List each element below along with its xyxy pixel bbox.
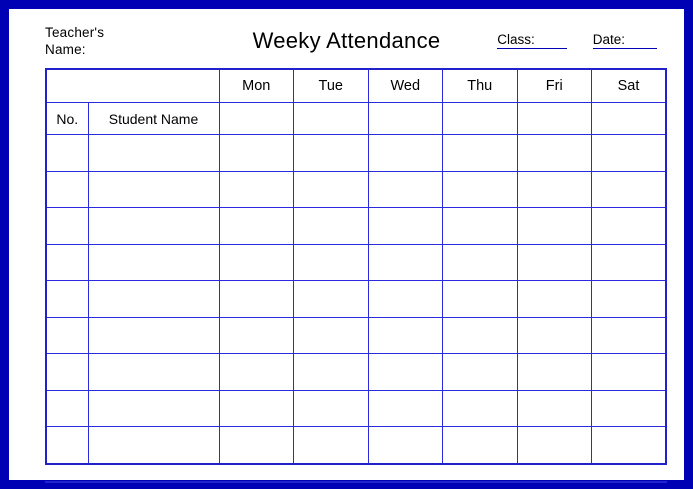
cell-fri[interactable]	[517, 354, 592, 391]
cell-fri[interactable]	[517, 244, 592, 281]
cell-wed[interactable]	[368, 208, 443, 245]
cell-mon[interactable]	[219, 208, 294, 245]
cell-fri[interactable]	[517, 317, 592, 354]
cell-wed[interactable]	[368, 427, 443, 464]
bottom-rule	[45, 481, 667, 483]
column-header-student-name: Student Name	[88, 103, 219, 135]
date-field[interactable]: Date:	[593, 32, 657, 49]
cell-sat[interactable]	[592, 317, 667, 354]
cell-tue[interactable]	[294, 171, 369, 208]
cell-no[interactable]	[46, 244, 88, 281]
cell-student-name[interactable]	[88, 171, 219, 208]
cell-tue[interactable]	[294, 281, 369, 318]
day-header-wed: Wed	[368, 69, 443, 103]
cell-no[interactable]	[46, 427, 88, 464]
table-row[interactable]	[46, 135, 666, 172]
cell-thu[interactable]	[443, 281, 518, 318]
column-header-tue-blank	[294, 103, 369, 135]
cell-mon[interactable]	[219, 171, 294, 208]
cell-thu[interactable]	[443, 354, 518, 391]
column-header-fri-blank	[517, 103, 592, 135]
cell-student-name[interactable]	[88, 427, 219, 464]
cell-sat[interactable]	[592, 244, 667, 281]
cell-fri[interactable]	[517, 390, 592, 427]
table-row[interactable]	[46, 317, 666, 354]
cell-student-name[interactable]	[88, 244, 219, 281]
cell-tue[interactable]	[294, 208, 369, 245]
cell-student-name[interactable]	[88, 390, 219, 427]
column-header-no: No.	[46, 103, 88, 135]
class-field[interactable]: Class:	[497, 32, 567, 49]
cell-mon[interactable]	[219, 244, 294, 281]
teacher-name-label-line2: Name:	[45, 41, 86, 57]
cell-thu[interactable]	[443, 135, 518, 172]
cell-tue[interactable]	[294, 317, 369, 354]
day-header-blank	[46, 69, 219, 103]
cell-wed[interactable]	[368, 390, 443, 427]
cell-fri[interactable]	[517, 281, 592, 318]
cell-wed[interactable]	[368, 281, 443, 318]
table-row[interactable]	[46, 427, 666, 464]
cell-sat[interactable]	[592, 354, 667, 391]
column-header-thu-blank	[443, 103, 518, 135]
column-header-wed-blank	[368, 103, 443, 135]
day-header-sat: Sat	[592, 69, 667, 103]
class-date-group	[497, 32, 657, 49]
cell-student-name[interactable]	[88, 317, 219, 354]
cell-wed[interactable]	[368, 171, 443, 208]
cell-tue[interactable]	[294, 354, 369, 391]
table-row[interactable]	[46, 208, 666, 245]
cell-wed[interactable]	[368, 354, 443, 391]
cell-mon[interactable]	[219, 427, 294, 464]
cell-fri[interactable]	[517, 171, 592, 208]
cell-thu[interactable]	[443, 317, 518, 354]
cell-no[interactable]	[46, 135, 88, 172]
cell-fri[interactable]	[517, 208, 592, 245]
cell-sat[interactable]	[592, 208, 667, 245]
cell-fri[interactable]	[517, 135, 592, 172]
table-row[interactable]	[46, 354, 666, 391]
cell-tue[interactable]	[294, 427, 369, 464]
table-row[interactable]	[46, 244, 666, 281]
cell-mon[interactable]	[219, 135, 294, 172]
sheet-header	[18, 18, 675, 66]
cell-wed[interactable]	[368, 317, 443, 354]
cell-no[interactable]	[46, 317, 88, 354]
cell-mon[interactable]	[219, 390, 294, 427]
teacher-name-label-line1: Teacher's	[45, 25, 105, 40]
cell-student-name[interactable]	[88, 208, 219, 245]
table-row[interactable]	[46, 390, 666, 427]
cell-tue[interactable]	[294, 135, 369, 172]
day-header-fri: Fri	[517, 69, 592, 103]
cell-thu[interactable]	[443, 427, 518, 464]
day-header-tue: Tue	[294, 69, 369, 103]
cell-mon[interactable]	[219, 354, 294, 391]
cell-no[interactable]	[46, 281, 88, 318]
attendance-table	[45, 68, 667, 465]
sheet-inner-area	[18, 18, 675, 471]
cell-thu[interactable]	[443, 208, 518, 245]
column-header-sat-blank	[592, 103, 667, 135]
cell-thu[interactable]	[443, 244, 518, 281]
cell-tue[interactable]	[294, 244, 369, 281]
attendance-table-body	[46, 69, 666, 464]
column-header-row	[46, 103, 666, 135]
cell-sat[interactable]	[592, 281, 667, 318]
attendance-table-wrapper	[45, 68, 665, 465]
column-header-mon-blank	[219, 103, 294, 135]
cell-no[interactable]	[46, 171, 88, 208]
day-header-mon: Mon	[219, 69, 294, 103]
cell-student-name[interactable]	[88, 281, 219, 318]
day-header-row	[46, 69, 666, 103]
cell-wed[interactable]	[368, 244, 443, 281]
cell-student-name[interactable]	[88, 354, 219, 391]
cell-no[interactable]	[46, 390, 88, 427]
cell-tue[interactable]	[294, 390, 369, 427]
cell-fri[interactable]	[517, 427, 592, 464]
cell-mon[interactable]	[219, 281, 294, 318]
cell-no[interactable]	[46, 354, 88, 391]
page-title: Weeky Attendance	[252, 28, 441, 53]
cell-sat[interactable]	[592, 135, 667, 172]
day-header-thu: Thu	[443, 69, 518, 103]
cell-thu[interactable]	[443, 171, 518, 208]
cell-sat[interactable]	[592, 390, 667, 427]
table-row[interactable]	[46, 281, 666, 318]
cell-sat[interactable]	[592, 427, 667, 464]
cell-mon[interactable]	[219, 317, 294, 354]
cell-sat[interactable]	[592, 171, 667, 208]
cell-wed[interactable]	[368, 135, 443, 172]
cell-student-name[interactable]	[88, 135, 219, 172]
cell-no[interactable]	[46, 208, 88, 245]
cell-thu[interactable]	[443, 390, 518, 427]
table-row[interactable]	[46, 171, 666, 208]
